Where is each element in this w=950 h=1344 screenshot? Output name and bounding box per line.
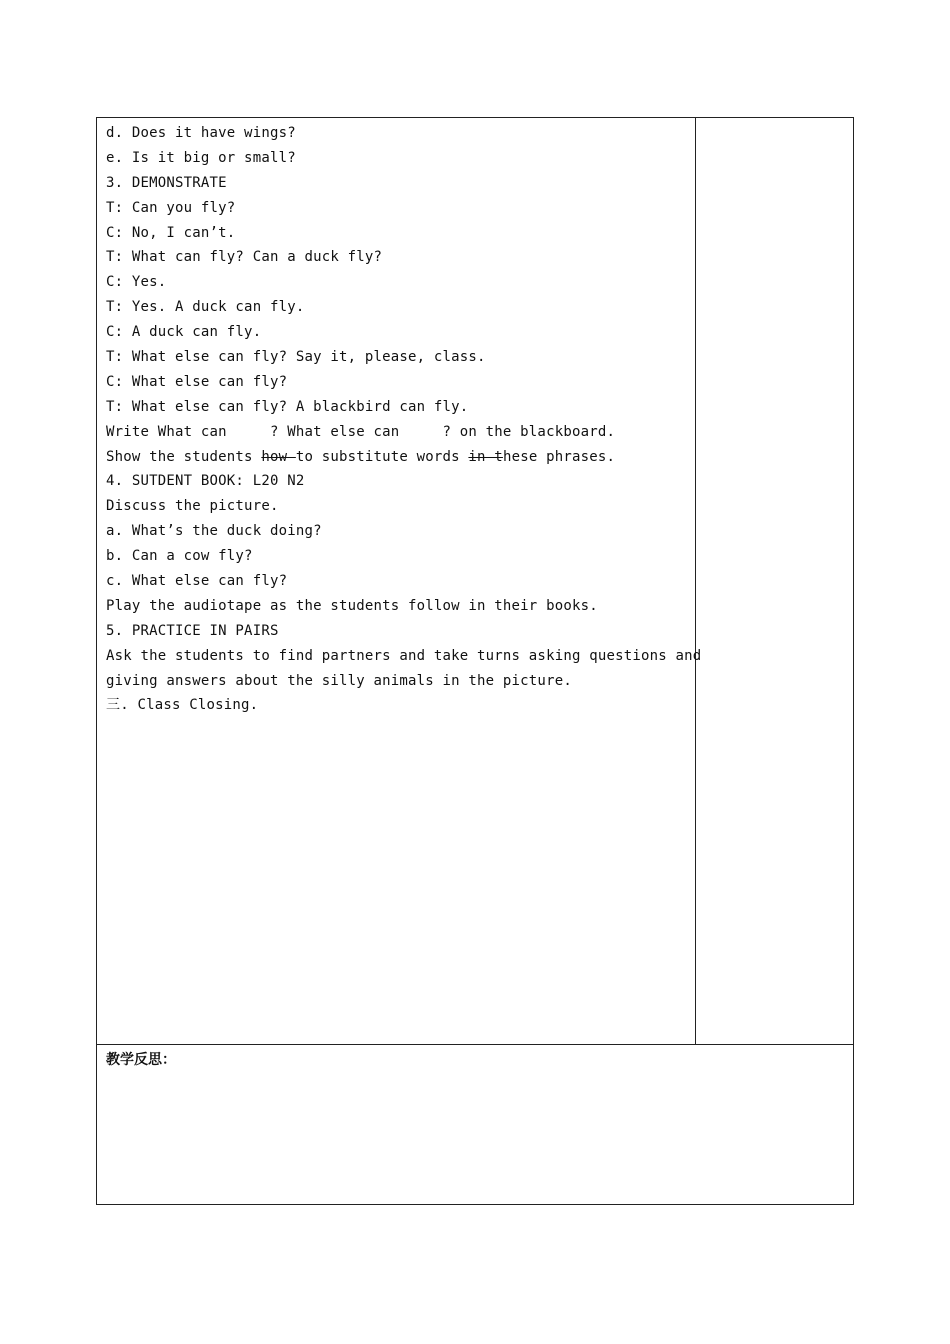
text-line: Play the audiotape as the students follow in their books. [106,597,598,614]
text-line: T: What else can fly? A blackbird can fly. [106,398,469,415]
reflection-cell [97,1044,853,1204]
text-line: b. Can a cow fly? [106,548,253,565]
text-fragment: to substitute words [295,448,469,465]
reflection-label: 教学反思： [106,1052,176,1068]
lesson-plan-table [96,117,854,1205]
section-heading: 三. Class Closing. [106,697,259,714]
text-line: T: What can fly? Can a duck fly? [106,249,383,266]
text-line: Discuss the picture. [106,498,279,515]
text-line: Write What can ? What else can ? on the blackboard. [106,423,616,440]
text-line: a. What’s the duck doing? [106,523,322,540]
struck-text: how [261,448,296,465]
text-line: c. What else can fly? [106,573,288,590]
text-line: C: A duck can fly. [106,324,262,341]
notes-cell [696,118,853,1044]
text-line: T: Yes. A duck can fly. [106,299,305,316]
struck-text: in t [468,448,503,465]
text-line: Ask the students to find partners and take turns asking questions and [106,647,702,664]
text-line: giving answers about the silly animals in the picture. [106,672,572,689]
section-heading: 5. PRACTICE IN PAIRS [106,622,279,639]
text-line: C: Yes. [106,274,167,291]
text-line: e. Is it big or small? [106,149,296,166]
text-line-with-strikethrough [106,445,691,470]
text-line: C: No, I can’t. [106,224,236,241]
text-fragment: hese phrases. [502,448,616,465]
text-line: T: Can you fly? [106,199,236,216]
section-heading: 4. SUTDENT BOOK: L20 N2 [106,473,305,490]
section-heading: 3. DEMONSTRATE [106,174,227,191]
lesson-content-cell [97,118,702,1044]
text-fragment: Show the students [106,448,262,465]
lesson-text [106,121,702,718]
text-line: C: What else can fly? [106,373,288,390]
text-line: d. Does it have wings? [106,125,296,141]
text-line: T: What else can fly? Say it, please, class. [106,349,486,366]
